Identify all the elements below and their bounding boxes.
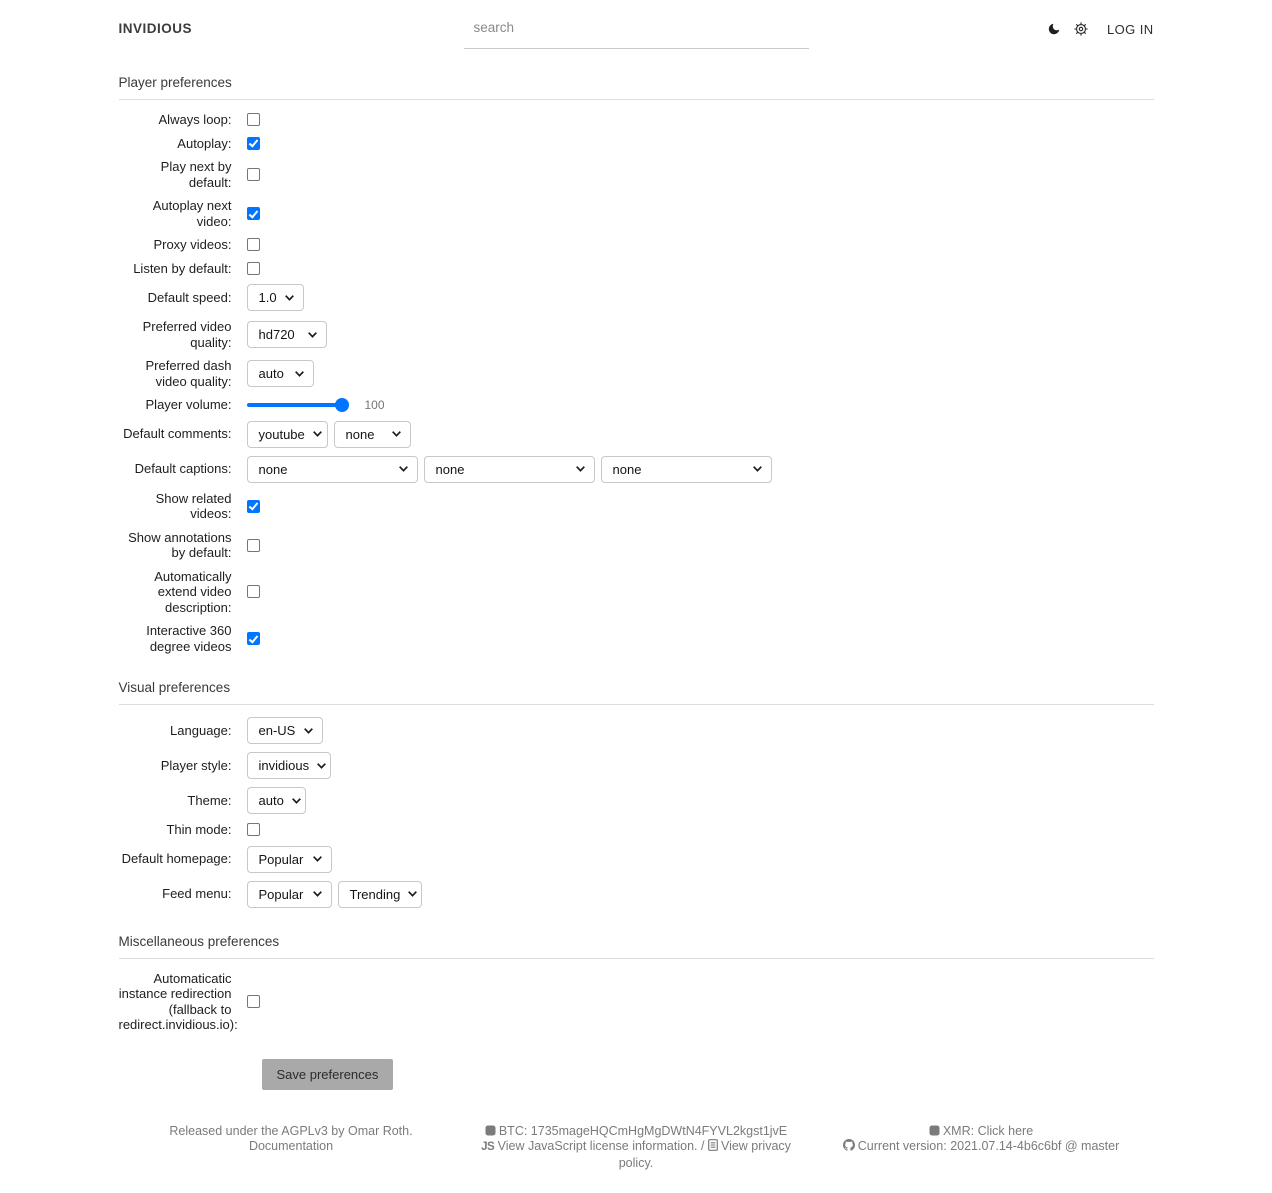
xmr-prefix: XMR: [943,1124,974,1138]
xmr-link[interactable]: Click here [978,1124,1034,1138]
section-title-player: Player preferences [119,75,1154,90]
pref-row-play-next [119,159,1154,190]
language-label: Language: [119,723,247,739]
save-preferences-button[interactable]: Save preferences [262,1059,394,1090]
feed-menu-select-2[interactable] [338,881,422,908]
default-comments-value-2: none [346,427,375,442]
header-search [464,16,809,49]
chevron-down-icon [308,332,317,338]
dash-quality-label: Preferred dash video quality: [119,358,247,389]
privacy-policy-link[interactable]: View privacy policy. [619,1139,791,1170]
player-volume-slider[interactable] [247,398,347,412]
extend-desc-label: Automatically extend video description: [119,569,247,616]
listen-default-label: Listen by default: [119,261,247,277]
proxy-videos-label: Proxy videos: [119,237,247,253]
theme-label: Theme: [119,793,247,809]
section-title-misc: Miscellaneous preferences [119,934,1154,949]
play-next-checkbox[interactable] [247,168,260,181]
footer-version-column [809,1124,1154,1172]
gear-icon [1073,21,1089,37]
btc-address: BTC: 1735mageHQCmHgMgDWtN4FYVL2kgst1jvE [474,1124,799,1140]
dash-quality-value: auto [259,366,284,381]
pref-row-default-speed [119,284,1154,311]
video-quality-select[interactable] [247,321,327,348]
chevron-down-icon [313,891,322,897]
default-comments-select-2[interactable] [334,421,411,448]
pref-row-extend-desc [119,569,1154,616]
default-comments-select-1[interactable] [247,421,328,448]
version-value: 2021.07.14-4b6c6bf @ master [950,1139,1119,1153]
pref-row-player-volume [119,397,1154,413]
default-captions-value-3: none [613,462,642,477]
pref-row-related-videos [119,491,1154,522]
vr-mode-checkbox[interactable] [247,632,260,645]
github-icon [843,1139,855,1151]
default-captions-value-2: none [436,462,465,477]
coin-icon [929,1125,940,1136]
vr-mode-label: Interactive 360 degree videos [119,623,247,654]
chevron-down-icon [408,891,417,897]
pref-row-theme [119,787,1154,814]
default-captions-label: Default captions: [119,461,247,477]
page-container [119,0,1154,1193]
theme-value: auto [259,793,284,808]
listen-default-checkbox[interactable] [247,262,260,275]
top-navbar [119,0,1154,49]
search-input[interactable] [464,16,809,49]
chevron-down-icon [292,798,301,804]
language-value: en-US [259,723,296,738]
js-license-link[interactable]: View JavaScript license information. [498,1139,698,1153]
default-captions-select-3[interactable] [601,456,772,483]
default-homepage-label: Default homepage: [119,851,247,867]
autoplay-next-label: Autoplay next video: [119,198,247,229]
slider-thumb[interactable] [335,398,349,412]
pref-row-default-comments [119,421,1154,448]
pref-row-annotations [119,530,1154,561]
pref-row-always-loop [119,112,1154,128]
player-style-label: Player style: [119,758,247,774]
feed-menu-value-1: Popular [259,887,304,902]
language-select[interactable] [247,717,323,744]
default-comments-value-1: youtube [259,427,305,442]
default-captions-select-1[interactable] [247,456,418,483]
feed-menu-value-2: Trending [350,887,401,902]
default-speed-select[interactable] [247,284,304,311]
feed-menu-label: Feed menu: [119,886,247,902]
chevron-down-icon [392,431,401,437]
autoplay-label: Autoplay: [119,136,247,152]
default-speed-label: Default speed: [119,290,247,306]
documentation-link[interactable]: Documentation [249,1139,333,1153]
default-speed-value: 1.0 [259,290,277,305]
header-left [119,16,464,36]
video-quality-value: hd720 [259,327,295,342]
default-captions-value-1: none [259,462,288,477]
chevron-down-icon [317,763,326,769]
pref-row-dash-quality [119,358,1154,389]
preferences-button[interactable] [1073,21,1089,37]
coin-icon [485,1125,496,1136]
player-volume-label: Player volume: [119,397,247,413]
pref-row-language [119,717,1154,744]
auto-redirect-checkbox[interactable] [247,995,260,1008]
pref-row-autoplay [119,136,1154,152]
moon-icon [1047,22,1061,36]
dark-mode-toggle[interactable] [1047,22,1061,36]
pref-row-video-quality [119,319,1154,350]
pref-row-thin-mode [119,822,1154,838]
thin-mode-label: Thin mode: [119,822,247,838]
feed-menu-select-1[interactable] [247,881,332,908]
chevron-down-icon [285,295,294,301]
default-homepage-value: Popular [259,852,304,867]
player-style-select[interactable] [247,752,331,779]
pref-row-vr-mode [119,623,1154,654]
section-title-visual: Visual preferences [119,680,1154,695]
player-style-value: invidious [259,758,310,773]
autoplay-next-checkbox[interactable] [247,207,260,220]
footer-license-column [119,1124,464,1172]
chevron-down-icon [295,371,304,377]
brand-link[interactable]: INVIDIOUS [119,16,193,36]
section-divider [119,99,1154,100]
chevron-down-icon [304,728,313,734]
license-text: Released under the AGPLv3 by Omar Roth. [129,1124,454,1140]
chevron-down-icon [313,431,322,437]
extend-desc-checkbox[interactable] [247,585,260,598]
always-loop-checkbox[interactable] [247,113,260,126]
section-divider [119,704,1154,705]
chevron-down-icon [313,856,322,862]
play-next-label: Play next by default: [119,159,247,190]
default-comments-label: Default comments: [119,426,247,442]
header-right [809,16,1154,37]
js-icon: JS [481,1141,494,1153]
annotations-label: Show annotations by default: [119,530,247,561]
document-icon [708,1139,718,1151]
pref-row-feed-menu [119,881,1154,908]
related-videos-label: Show related videos: [119,491,247,522]
chevron-down-icon [399,466,408,472]
pref-row-autoplay-next [119,198,1154,229]
related-videos-checkbox[interactable] [247,500,260,513]
proxy-videos-checkbox[interactable] [247,238,260,251]
default-captions-select-2[interactable] [424,456,595,483]
version-label: Current version: [858,1139,947,1153]
video-quality-label: Preferred video quality: [119,319,247,350]
footer-donate-column [464,1124,809,1172]
slider-track [247,403,347,407]
annotations-checkbox[interactable] [247,539,260,552]
pref-row-proxy-videos [119,237,1154,253]
section-divider [119,958,1154,959]
player-volume-value: 100 [365,398,385,412]
footer-separator: / [701,1139,704,1153]
chevron-down-icon [753,466,762,472]
chevron-down-icon [576,466,585,472]
auto-redirect-label: Automaticatic instance redirection (fallback to redirect.invidious.io): [119,971,247,1033]
always-loop-label: Always loop: [119,112,247,128]
pref-row-player-style [119,752,1154,779]
thin-mode-checkbox[interactable] [247,823,260,836]
theme-select[interactable] [247,787,306,814]
login-link[interactable]: LOG IN [1107,22,1153,37]
pref-row-default-captions [119,456,1154,483]
pref-row-default-homepage [119,846,1154,873]
pref-row-auto-redirect [119,971,1154,1033]
dash-quality-select[interactable] [247,360,314,387]
pref-row-listen-default [119,261,1154,277]
autoplay-checkbox[interactable] [247,137,260,150]
page-footer [119,1124,1154,1193]
default-homepage-select[interactable] [247,846,332,873]
